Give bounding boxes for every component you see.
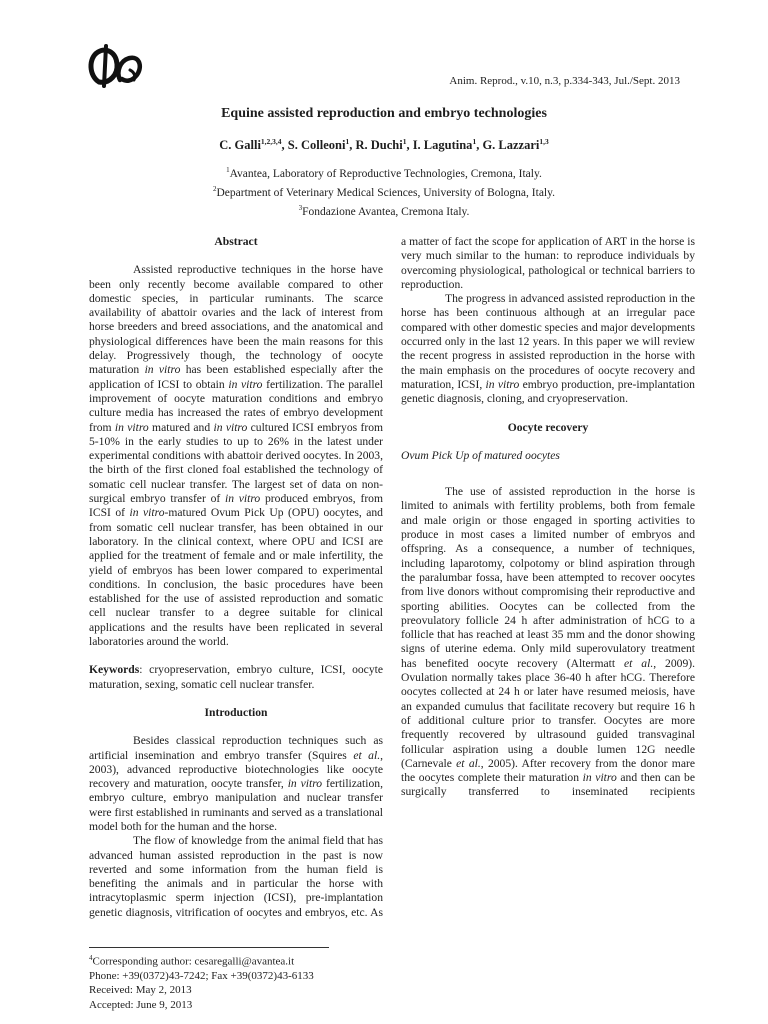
author-affiliation-mark: 1 — [345, 137, 350, 146]
corresponding-author — [89, 951, 389, 969]
left-column — [89, 235, 383, 920]
phone-fax: Phone: +39(0372)43-7242; Fax +39(0372)43-6133 — [89, 969, 314, 982]
oocyte-recovery-paragraph: The use of assisted reproduction in the horse is limited to animals with fertility problems, both from female and male origin or those engaged in sporting activities to produce in most cases a limited number of embryos and offspring. As a consequence, a number of techniques, including laparotomy, colpotomy or blind aspiration through the paralumbar fossa, have been attempted to recover oocytes from live donors without compromising their reproductive and sporting abilities. Oocytes can be collected from the preovulatory follicle 24 h after administration of hCG to a follicle that has reached at least 35 mm and the donor showing signs of uterine edema. Only mild superovulatory treatment has benefited oocyte recovery (Altermatt et al., 2009). Ovulation normally takes place 36-40 h after hCG. Therefore oocytes collected at 24 h or later have resumed meiosis, have an expanded cumulus that facilitate recovery but require 16 h of additional culture prior to transfer. Oocytes are more frequently recovered by ultrasound guided transvaginal follicular aspiration using a double lumen 12G needle (Carnevale et al., 2005). After recovery from the donor mare the oocytes complete their maturation in vitro and then can be surgically transferred to inseminated recipients — [401, 485, 695, 799]
journal-logo — [86, 42, 144, 88]
author-list — [0, 137, 768, 153]
introduction-paragraph-1: Besides classical reproduction techniques such as artificial insemination and embryo transfer (Squires et al., 2003), advanced reproductive biotechnologies like oocyte recovery and maturation, oocyte transfer, in vitro fertilization, embryo culture, embryo manipulation and nuclear transfer were first established in ruminants and served as a translational model both for the human and the horse. — [89, 734, 383, 833]
footnote-divider — [89, 947, 329, 948]
author-separator: , — [349, 138, 356, 153]
author-name: S. Colleoni — [287, 138, 346, 153]
author-separator: , — [281, 138, 288, 153]
affiliation-mark: 2 — [212, 184, 217, 193]
journal-citation: Anim. Reprod., v.10, n.3, p.334-343, Jul./Sept. 2013 — [449, 75, 680, 87]
author-separator: , — [476, 138, 483, 153]
introduction-paragraph-2-continued: a matter of fact the scope for application of ART in the horse is very much similar to the human: to reproduce individuals by overcoming physiological, pathological or technical barriers to reproduction. — [401, 235, 695, 291]
introduction-paragraph-2: The flow of knowledge from the animal field that has advanced human assisted reproduction in the past is now reverted and some information from the human field is benefiting the animals and in particular the horse with intracytoplasmic sperm injection (ICSI), pre-implantation genetic diagnosis, vitrification of oocytes and embryos, etc. As — [89, 834, 383, 919]
corresponding-mark: 4 — [89, 954, 93, 962]
accepted-date: Accepted: June 9, 2013 — [89, 998, 193, 1011]
ovum-pick-up-subheading: Ovum Pick Up of matured oocytes — [401, 448, 560, 462]
affiliation-text: Avantea, Laboratory of Reproductive Technologies, Cremona, Italy. — [229, 167, 542, 180]
affiliation-text: Department of Veterinary Medical Sciences, University of Bologna, Italy. — [216, 186, 555, 199]
author-name: R. Duchi — [355, 138, 403, 153]
keywords-label: Keywords — [89, 663, 140, 677]
corresponding-author-text: Corresponding author: cesaregalli@avantea.it — [92, 955, 295, 968]
author-affiliation-mark: 1,2,3,4 — [260, 137, 282, 146]
author-name: G. Lazzari — [482, 138, 540, 153]
affiliation-line — [0, 163, 768, 182]
abstract-heading: Abstract — [214, 235, 258, 248]
affiliation-list — [0, 163, 768, 219]
author-affiliation-mark: 1 — [402, 137, 407, 146]
footnotes — [89, 951, 389, 1012]
right-column-continuation — [401, 235, 695, 800]
author-affiliation-mark: 1,3 — [539, 137, 549, 146]
author-affiliation-mark: 1 — [472, 137, 477, 146]
abstract-paragraph: Assisted reproductive techniques in the horse have been only recently become available compared to other domestic species, in particular ruminants. The scarce availability of abattoir ovaries and the lack of interest from horse breeders and breed associations, and the anatomical and physiological differences have been the main reasons for this delay. Progressively though, the technology of oocyte maturation in vitro has been established especially after the application of ICSI to obtain in vitro fertilization. The parallel improvement of oocyte maturation conditions and embryo culture media has increased the rates of embryo development from in vitro matured and in vitro cultured ICSI embryos from 5-10% in the early studies to up to 26% in the latest under experimental conditions with abattoir derived oocytes. In 2003, the birth of the first cloned foal established the technology of somatic cell nuclear transfer. The largest set of data on non-surgical embryo transfer of in vitro produced embryos, from ICSI of in vitro-matured Ovum Pick Up (OPU) oocytes, and from somatic cell nuclear transfer, has been obtained in our laboratory. In the clinical context, where OPU and ICSI are applied for the treatment of female and or male infertility, the yield of embryos has been lower compared to experimental conditions. In conclusion, the basic procedures have been established for the use of assisted reproduction and somatic cell nuclear transfer to a degree suitable for clinical applications and the results have been replicated in several laboratories around the world. — [89, 263, 384, 649]
affiliation-mark: 3 — [298, 203, 303, 212]
affiliation-mark: 1 — [226, 166, 230, 174]
affiliation-text: Fondazione Avantea, Cremona Italy. — [302, 205, 470, 218]
author-name: I. Lagutina — [412, 138, 473, 153]
introduction-paragraph-3: The progress in advanced assisted reproduction in the horse has been continuous although at an irregular pace compared with other domestic species and major developments occurred only in the last 12 years. In this paper we will review the recent progress in assisted reproduction in the horse with the main emphasis on the procedures of oocyte recovery and maturation, ICSI, in vitro embryo production, pre-implantation genetic diagnosis, cloning, and cryopreservation. — [401, 292, 695, 406]
affiliation-line — [0, 201, 768, 220]
introduction-heading: Introduction — [204, 705, 268, 719]
paper-title: Equine assisted reproduction and embryo technologies — [221, 106, 547, 121]
affiliation-line — [0, 182, 768, 201]
right-column — [401, 235, 695, 800]
keywords-text: : cryopreservation, embryo culture, ICSI, oocyte maturation, sexing, somatic cell nuclear transfer. — [89, 663, 383, 691]
author-separator: , — [406, 138, 413, 153]
received-date: Received: May 2, 2013 — [89, 984, 192, 997]
keywords — [89, 663, 383, 692]
author-name: C. Galli — [219, 138, 261, 153]
oocyte-recovery-heading: Oocyte recovery — [507, 420, 589, 434]
